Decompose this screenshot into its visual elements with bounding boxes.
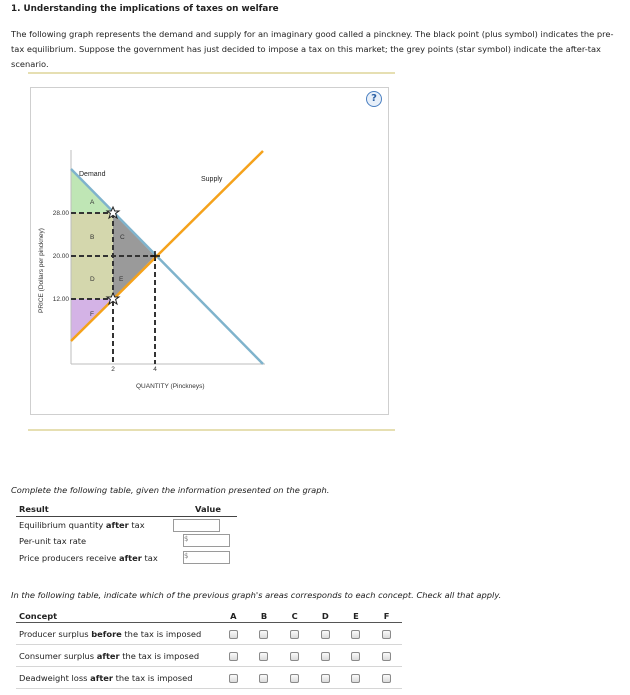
y-tick-12: 12.00	[52, 296, 69, 303]
producer-surplus-before-d-checkbox[interactable]	[321, 630, 330, 639]
consumer-surplus-after-d-checkbox[interactable]	[321, 652, 330, 661]
y-tick-20: 20.00	[52, 253, 69, 260]
producer-surplus-before-b-checkbox[interactable]	[259, 630, 268, 639]
dollar-sign: $	[184, 535, 189, 543]
concept-header: Concept	[16, 610, 218, 623]
question-intro: The following graph represents the demand and supply for an imaginary good called a pinckney. The black point (plus symbol) indicates the pre-tax equilibrium. Suppose the government has just decided to impose a tax on this market; the grey points (star symbol) indicate the after-tax scenario.	[11, 29, 614, 69]
deadweight-loss-after-b-checkbox[interactable]	[259, 674, 268, 683]
question-title: 1. Understanding the implications of taxes on welfare	[11, 4, 279, 14]
results-table	[16, 503, 237, 566]
column-b-header: B	[249, 610, 280, 623]
y-tick-28: 28.00	[52, 210, 69, 217]
x-tick-4: 4	[153, 366, 157, 373]
consumer-surplus-after-a-checkbox[interactable]	[229, 652, 238, 661]
producer-surplus-before-c-checkbox[interactable]	[290, 630, 299, 639]
table-row: Deadweight loss after the tax is imposed	[16, 667, 402, 689]
x-tick-2: 2	[111, 366, 115, 373]
area-e-label: E	[119, 276, 124, 283]
table-row: Consumer surplus after the tax is imposed	[16, 645, 402, 667]
producer-price-input[interactable]	[183, 551, 230, 564]
y-axis-title: PRICE (Dollars per pinckney)	[38, 228, 45, 313]
column-d-header: D	[310, 610, 341, 623]
table2-instruction: In the following table, indicate which of the previous graph's areas corresponds to each concept. Check all that apply.	[11, 590, 502, 600]
deadweight-loss-after-d-checkbox[interactable]	[321, 674, 330, 683]
x-axis-title: QUANTITY (Pinckneys)	[136, 383, 205, 390]
area-c-label: C	[120, 234, 125, 241]
area-d-label: D	[90, 276, 95, 283]
deadweight-loss-after-e-checkbox[interactable]	[351, 674, 360, 683]
table-row: Equilibrium quantity after tax	[19, 519, 145, 530]
divider-bottom	[28, 429, 395, 431]
column-a-header: A	[218, 610, 249, 623]
consumer-surplus-after-e-checkbox[interactable]	[351, 652, 360, 661]
quantity-field	[173, 519, 220, 532]
column-c-header: C	[279, 610, 310, 623]
area-a-label: A	[90, 199, 95, 206]
producer-surplus-before-f-checkbox[interactable]	[382, 630, 391, 639]
supply-label: Supply	[201, 176, 223, 183]
value-header: Value	[180, 503, 237, 517]
help-icon[interactable]: ?	[366, 91, 382, 107]
concept-table	[16, 610, 402, 689]
column-f-header: F	[371, 610, 402, 623]
producer-surplus-before-a-checkbox[interactable]	[229, 630, 238, 639]
table-row: Producer surplus before the tax is imposed	[16, 623, 402, 645]
demand-label: Demand	[79, 171, 106, 178]
area-f-label: F	[90, 311, 94, 318]
consumer-surplus-after-c-checkbox[interactable]	[290, 652, 299, 661]
deadweight-loss-after-a-checkbox[interactable]	[229, 674, 238, 683]
tax-rate-input[interactable]	[183, 534, 230, 547]
deadweight-loss-after-f-checkbox[interactable]	[382, 674, 391, 683]
quantity-input[interactable]	[173, 519, 220, 532]
consumer-surplus-after-b-checkbox[interactable]	[259, 652, 268, 661]
column-e-header: E	[341, 610, 372, 623]
consumer-surplus-after-f-checkbox[interactable]	[382, 652, 391, 661]
result-header: Result	[16, 503, 180, 517]
table-row: Per-unit tax rate $	[16, 532, 237, 549]
dollar-sign: $	[184, 552, 189, 560]
producer-surplus-before-e-checkbox[interactable]	[351, 630, 360, 639]
deadweight-loss-after-c-checkbox[interactable]	[290, 674, 299, 683]
area-b-label: B	[90, 234, 95, 241]
table-row: Price producers receive after tax $	[16, 549, 237, 566]
table1-instruction: Complete the following table, given the information presented on the graph.	[11, 485, 330, 495]
